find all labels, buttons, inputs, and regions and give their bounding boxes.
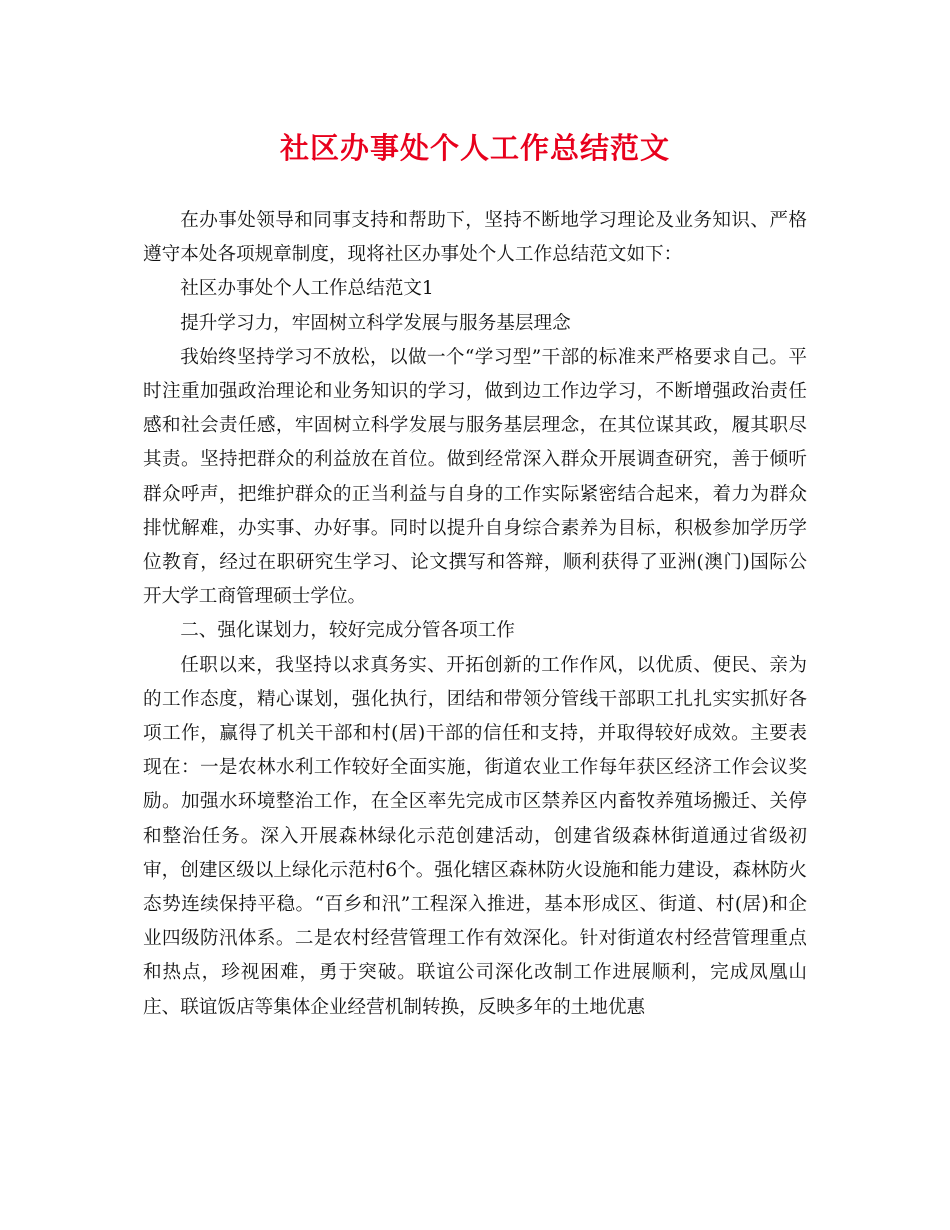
paragraph-body-2: 任职以来，我坚持以求真务实、开拓创新的工作作风，以优质、便民、亲为的工作态度，精心谋划，强化执行，团结和带领分管线干部职工扎扎实实抓好各项工作，赢得了机关干部和村(居)干部的信任和支持，并取得较好成效。主要表现在：一是农林水利工作较好全面实施，街道农业工作每年获区经济工作会议奖励。加强水环境整治工作，在全区率先完成市区禁养区内畜牧养殖场搬迁、关停和整治任务。深入开展森林绿化示范创建活动，创建省级森林街道通过省级初审，创建区级以上绿化示范村6个。强化辖区森林防火设施和能力建设，森林防火态势连续保持平稳。“百乡和汛”工程深入推进，基本形成区、街道、村(居)和企业四级防汛体系。二是农村经营管理工作有效深化。针对街道农村经营管理重点和热点，珍视困难，勇于突破。联谊公司深化改制工作进展顺利，完成凤凰山庄、联谊饭店等集体企业经营机制转换，反映多年的土地优惠 (143, 654, 807, 1018)
paragraph-body-1: 我始终坚持学习不放松，以做一个“学习型”干部的标准来严格要求自己。平时注重加强政治理论和业务知识的学习，做到边工作边学习，不断增强政治责任感和社会责任感，牢固树立科学发展与服务基层理念，在其位谋其政，履其职尽其责。坚持把群众的利益放在首位。做到经常深入群众开展调查研究，善于倾听群众呼声，把维护群众的正当利益与自身的工作实际紧密结合起来，着力为群众排忧解难，办实事、办好事。同时以提升自身综合素养为目标，积极参加学历学位教育，经过在职研究生学习、论文撰写和答辩，顺利获得了亚洲(澳门)国际公开大学工商管理硕士学位。 (143, 346, 807, 608)
paragraph-subtitle: 社区办事处个人工作总结范文1 (180, 278, 434, 300)
paragraph-intro: 在办事处领导和同事支持和帮助下，坚持不断地学习理论及业务知识、严格遵守本处各项规章制度，现将社区办事处个人工作总结范文如下： (143, 210, 807, 266)
document-title: 社区办事处个人工作总结范文 (279, 131, 670, 165)
document-body (143, 204, 807, 1025)
paragraph-heading-2: 二、强化谋划力，较好完成分管各项工作 (180, 620, 515, 642)
paragraph-heading-1: 提升学习力，牢固树立科学发展与服务基层理念 (180, 312, 571, 334)
